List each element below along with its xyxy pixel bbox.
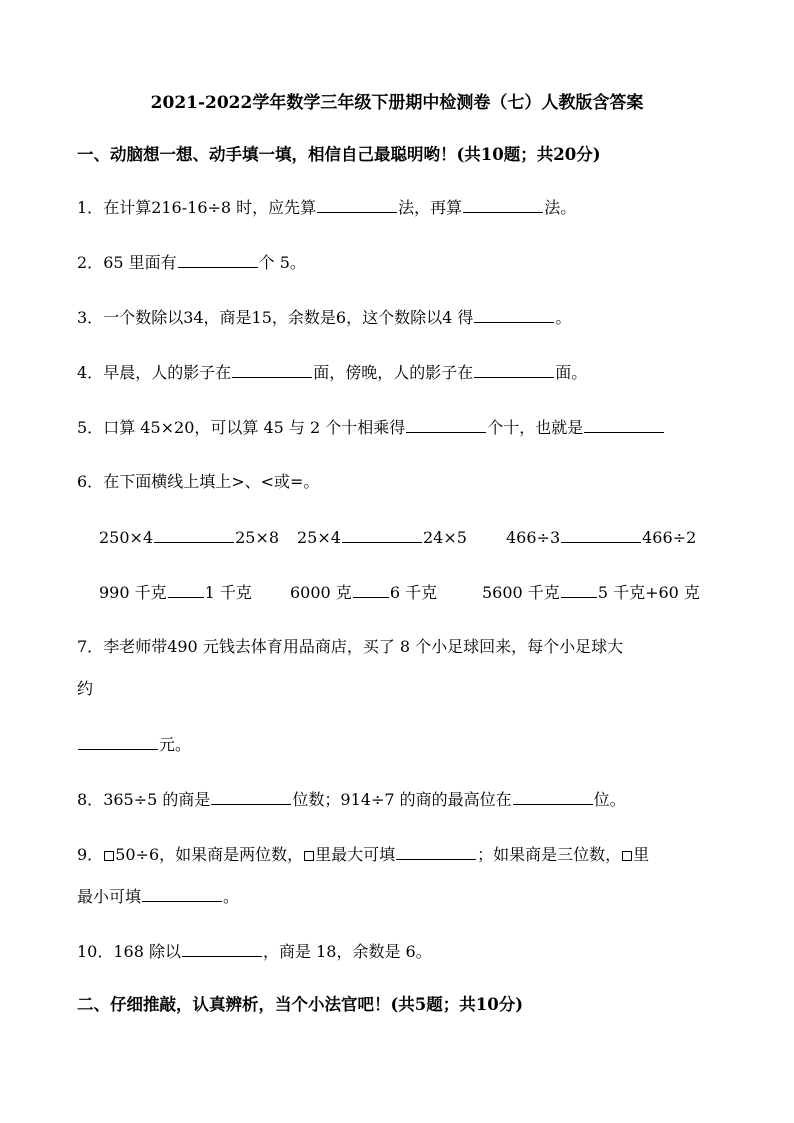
compare-item [99,581,252,604]
question-text: 里 [633,845,650,864]
question-text: 在下面横线上填上>、<或=。 [103,472,320,491]
answer-blank[interactable] [78,733,158,750]
question-1 [77,196,576,219]
question-text: 位。 [593,790,626,809]
question-text: 面。 [555,363,588,382]
question-number: 6． [77,472,104,491]
question-text: 最小可填 [77,887,142,906]
compare-right: 24×5 [422,528,467,547]
compare-item [506,526,696,549]
question-10 [77,940,432,963]
question-text: 个 5。 [258,253,306,272]
question-text: ，商是 18，余数是 6。 [263,942,432,961]
answer-blank[interactable] [474,306,554,323]
compare-right: 25×8 [235,528,280,547]
question-7 [77,636,623,658]
question-text: 一个数除以34，商是15，余数是6，这个数除以4 得 [103,308,474,327]
question-number: 9． [77,845,104,864]
question-9 [77,843,649,866]
answer-blank[interactable] [474,361,554,378]
question-number: 2． [77,253,104,272]
answer-blank[interactable] [154,526,234,543]
answer-blank[interactable] [178,251,258,268]
question-number: 5． [77,418,104,437]
compare-left: 6000 克 [290,583,352,602]
answer-blank[interactable] [584,416,664,433]
question-text: 65 里面有 [103,253,177,272]
question-text: 个十，也就是 [487,418,584,437]
compare-left: 990 千克 [99,583,167,602]
question-text: 法，再算 [398,198,463,217]
question-text: ；如果商是三位数， [477,845,622,864]
question-text: 里最大可填 [315,845,396,864]
question-8 [77,788,626,811]
question-text: 早晨，人的影子在 [103,363,232,382]
box-symbol [622,851,632,861]
question-text: 约 [77,679,94,698]
question-2 [77,251,306,274]
question-number: 4． [77,363,104,382]
question-number: 7． [77,637,104,656]
compare-item [290,581,437,604]
answer-blank[interactable] [513,788,593,805]
question-4 [77,361,587,384]
question-text: 李老师带490 元钱去体育用品商店，买了 8 个小足球回来，每个小足球大 [103,637,624,656]
question-text: 口算 45×20，可以算 45 与 2 个十相乘得 [103,418,406,437]
question-3 [77,306,571,329]
question-text: 365÷5 的商是 [103,790,211,809]
question-text: 168 除以 [113,942,182,961]
answer-blank[interactable] [317,196,397,213]
question-7-answer [77,733,191,756]
question-number: 3． [77,308,104,327]
answer-blank[interactable] [211,788,291,805]
question-number: 1． [77,198,104,217]
question-text: 50÷6，如果商是两位数， [115,845,304,864]
answer-blank[interactable] [168,581,204,598]
question-7-cont [77,678,93,700]
answer-blank[interactable] [463,196,543,213]
question-5 [77,416,665,439]
question-text: 。 [555,308,572,327]
compare-item [297,526,467,549]
question-text: 。 [223,887,240,906]
box-symbol [304,851,314,861]
question-text: 元。 [159,735,192,754]
answer-blank[interactable] [561,581,597,598]
answer-blank[interactable] [396,843,476,860]
question-9-cont [77,885,239,908]
question-text: 位数；914÷7 的商的最高位在 [292,790,512,809]
answer-blank[interactable] [353,581,389,598]
compare-right: 1 千克 [204,583,252,602]
compare-left: 250×4 [99,528,154,547]
compare-left: 25×4 [297,528,341,547]
question-text: 面，傍晚，人的影子在 [313,363,474,382]
question-6 [77,471,319,493]
answer-blank[interactable] [561,526,641,543]
page-title: 2021-2022学年数学三年级下册期中检测卷（七）人教版含答案 [150,93,644,113]
answer-blank[interactable] [406,416,486,433]
compare-left: 5600 千克 [482,583,560,602]
answer-blank[interactable] [182,940,262,957]
compare-item [99,526,279,549]
question-number: 8． [77,790,104,809]
box-symbol [104,851,114,861]
answer-blank[interactable] [342,526,422,543]
answer-blank[interactable] [232,361,312,378]
question-text: 在计算216-16÷8 时，应先算 [103,198,317,217]
compare-item [482,581,700,604]
question-text: 法。 [544,198,577,217]
answer-blank[interactable] [142,885,222,902]
compare-right: 5 千克+60 克 [597,583,700,602]
compare-right: 6 千克 [389,583,438,602]
section-2-heading: 二、仔细推敲，认真辨析，当个小法官吧！(共5题；共10分) [77,995,524,1014]
section-1-heading: 一、动脑想一想、动手填一填，相信自己最聪明哟！(共10题；共20分) [77,145,601,164]
compare-right: 466÷2 [642,528,697,547]
question-number: 10． [77,942,114,961]
compare-left: 466÷3 [506,528,561,547]
